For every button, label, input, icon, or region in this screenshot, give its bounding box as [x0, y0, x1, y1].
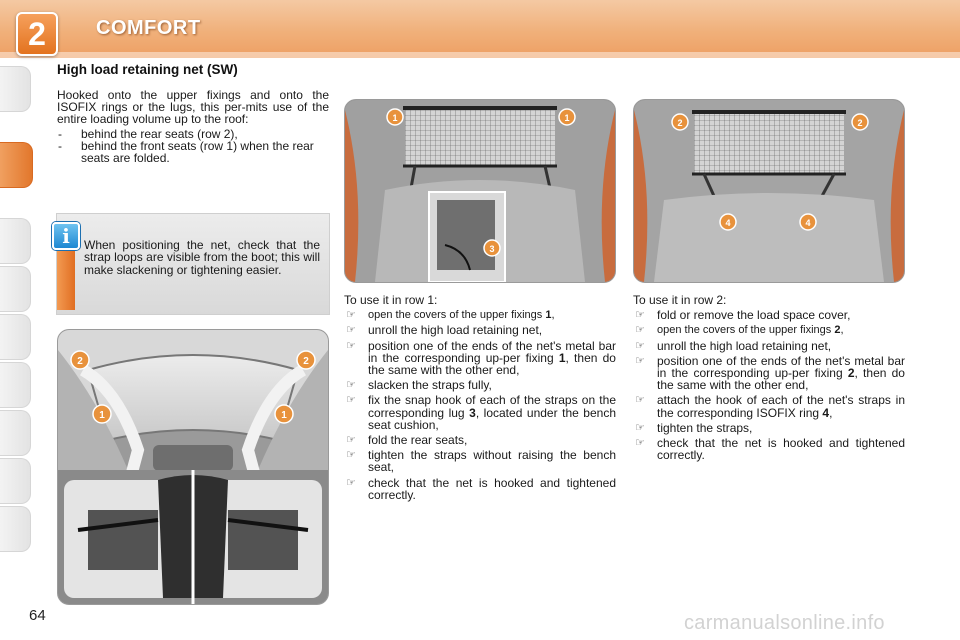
step-item: [344, 309, 616, 321]
intro-text-block: [57, 89, 329, 164]
cabin-illustration: [57, 329, 329, 605]
pointing-hand-icon: ☞: [635, 437, 645, 450]
step-item: [344, 477, 616, 501]
fixing-marker-label: 2: [303, 356, 309, 367]
step-reference-number: 4: [822, 405, 830, 420]
step-text-continued: , located under the bench seat cushion,: [368, 405, 617, 432]
step-text: unroll the high load retaining net,: [657, 338, 832, 353]
step-text-continued: ,: [840, 324, 844, 337]
step-text: check that the net is hooked and tightened correctly.: [368, 475, 616, 502]
chapter-tab-6[interactable]: [0, 362, 31, 408]
pointing-hand-icon: ☞: [346, 379, 356, 392]
step-text: tighten the straps,: [657, 420, 753, 435]
step-text: fold or remove the load space cover,: [657, 308, 851, 323]
fixing-marker: [71, 351, 89, 369]
fixing-marker: [275, 405, 293, 423]
step-reference-number: 2: [834, 324, 841, 337]
step-text: tighten the straps without raising the bench seat,: [368, 448, 616, 475]
fixing-marker-label: 2: [677, 118, 683, 128]
info-text: When positioning the net, check that the strap loops are visible from the boot; this will make slackening or tightening easier.: [84, 238, 320, 277]
lug-marker: [484, 240, 500, 256]
watermark: carmanualsonline.info: [684, 612, 885, 634]
row2-lead: To use it in row 2:: [633, 293, 727, 307]
lug-marker-label: 3: [489, 244, 495, 254]
chapter-title: COMFORT: [96, 17, 201, 39]
pointing-hand-icon: ☞: [346, 339, 356, 352]
position-list: [57, 128, 329, 165]
step-item: [633, 309, 905, 321]
intro-paragraph: Hooked onto the upper fixings and onto the ISOFIX rings or the lugs, this per-mits use of the entire loading volume up to the roof:: [57, 88, 329, 127]
isofix-marker: [800, 214, 816, 230]
row1-net-illustration: [344, 99, 616, 283]
page-number: 64: [29, 607, 46, 624]
fixing-marker: [387, 109, 403, 125]
dash-marker: -: [58, 138, 62, 153]
step-item: [344, 379, 616, 391]
pointing-hand-icon: ☞: [635, 339, 645, 352]
fixing-marker: [559, 109, 575, 125]
step-item: [633, 324, 905, 336]
step-text-continued: ,: [829, 405, 833, 420]
step-reference-number: 3: [469, 405, 476, 420]
step-item: [633, 340, 905, 352]
step-reference-number: 1: [558, 350, 566, 365]
pointing-hand-icon: ☞: [346, 434, 356, 447]
step-item: [344, 340, 616, 377]
pointing-hand-icon: ☞: [635, 309, 645, 322]
fixing-marker: [672, 114, 688, 130]
row1-step-list: [344, 309, 616, 501]
chapter-tab-8[interactable]: [0, 458, 31, 504]
step-text: fold the rear seats,: [368, 433, 468, 448]
fixing-marker: [852, 114, 868, 130]
pointing-hand-icon: ☞: [346, 449, 356, 462]
step-item: [633, 422, 905, 434]
dash-marker: -: [58, 126, 62, 141]
chapter-number-badge: 2: [16, 12, 58, 56]
step-text: slacken the straps fully,: [368, 378, 492, 393]
step-text: attach the hook of each of the net's straps in the corresponding ISOFIX ring: [657, 393, 905, 420]
pointing-hand-icon: ☞: [635, 421, 645, 434]
step-text: fix the snap hook of each of the straps on the corresponding lug: [368, 393, 616, 420]
row1-instructions: [344, 294, 616, 504]
pointing-hand-icon: ☞: [635, 324, 645, 337]
step-item: [344, 449, 616, 473]
step-item: [633, 437, 905, 461]
step-reference-number: 1: [545, 309, 552, 322]
step-text: open the covers of the upper fixings: [368, 309, 546, 322]
row2-instructions: [633, 294, 905, 464]
chapter-tab-strip: [0, 66, 46, 586]
fixing-marker-label: 2: [857, 118, 863, 128]
step-text: open the covers of the upper fixings: [657, 324, 835, 337]
step-reference-number: 2: [847, 366, 855, 381]
step-text: check that the net is hooked and tightened correctly.: [657, 436, 905, 463]
row2-step-list: [633, 309, 905, 461]
step-text-continued: , then do the same with the other end,: [657, 366, 905, 393]
isofix-marker-label: 4: [805, 218, 811, 228]
section-title: High load retaining net (SW): [57, 62, 238, 77]
chapter-tab-7[interactable]: [0, 410, 31, 456]
pointing-hand-icon: ☞: [346, 476, 356, 489]
step-text: position one of the ends of the net's metal bar in the corresponding up-per fixing: [657, 353, 905, 381]
row1-lead: To use it in row 1:: [344, 293, 438, 307]
step-item: [344, 394, 616, 431]
fixing-marker-label: 1: [564, 113, 570, 123]
position-text: behind the rear seats (row 2),: [81, 126, 238, 141]
position-item: [57, 140, 329, 164]
step-text-continued: ,: [551, 309, 555, 322]
fixing-marker-label: 1: [281, 410, 287, 421]
pointing-hand-icon: ☞: [635, 354, 645, 367]
chapter-tab-5[interactable]: [0, 314, 31, 360]
chapter-tab-4[interactable]: [0, 266, 31, 312]
fixing-marker: [297, 351, 315, 369]
info-accent-bar: [57, 244, 75, 310]
fixing-marker-label: 1: [392, 113, 398, 123]
step-item: [633, 394, 905, 418]
info-icon: i: [52, 222, 80, 250]
step-text: unroll the high load retaining net,: [368, 323, 543, 338]
position-text: behind the front seats (row 1) when the rear seats are folded.: [81, 138, 314, 166]
step-text: position one of the ends of the net's metal bar in the corresponding up-per fixing: [368, 338, 616, 365]
chapter-tab-2-active[interactable]: [0, 142, 33, 188]
pointing-hand-icon: ☞: [346, 309, 356, 322]
step-item: [344, 324, 616, 336]
pointing-hand-icon: ☞: [635, 394, 645, 407]
header-divider: [0, 52, 960, 58]
step-item: [633, 355, 905, 392]
fixing-marker-label: 2: [77, 356, 83, 367]
fixing-marker-label: 1: [99, 410, 105, 421]
step-text-continued: , then do the same with the other end,: [368, 350, 616, 378]
isofix-marker-label: 4: [725, 218, 731, 228]
pointing-hand-icon: ☞: [346, 394, 356, 407]
chapter-tab-3[interactable]: [0, 218, 31, 264]
row2-net-illustration: [633, 99, 905, 283]
chapter-tab-9[interactable]: [0, 506, 31, 552]
chapter-tab-1[interactable]: [0, 66, 31, 112]
isofix-marker: [720, 214, 736, 230]
step-item: [344, 434, 616, 446]
pointing-hand-icon: ☞: [346, 324, 356, 337]
fixing-marker: [93, 405, 111, 423]
